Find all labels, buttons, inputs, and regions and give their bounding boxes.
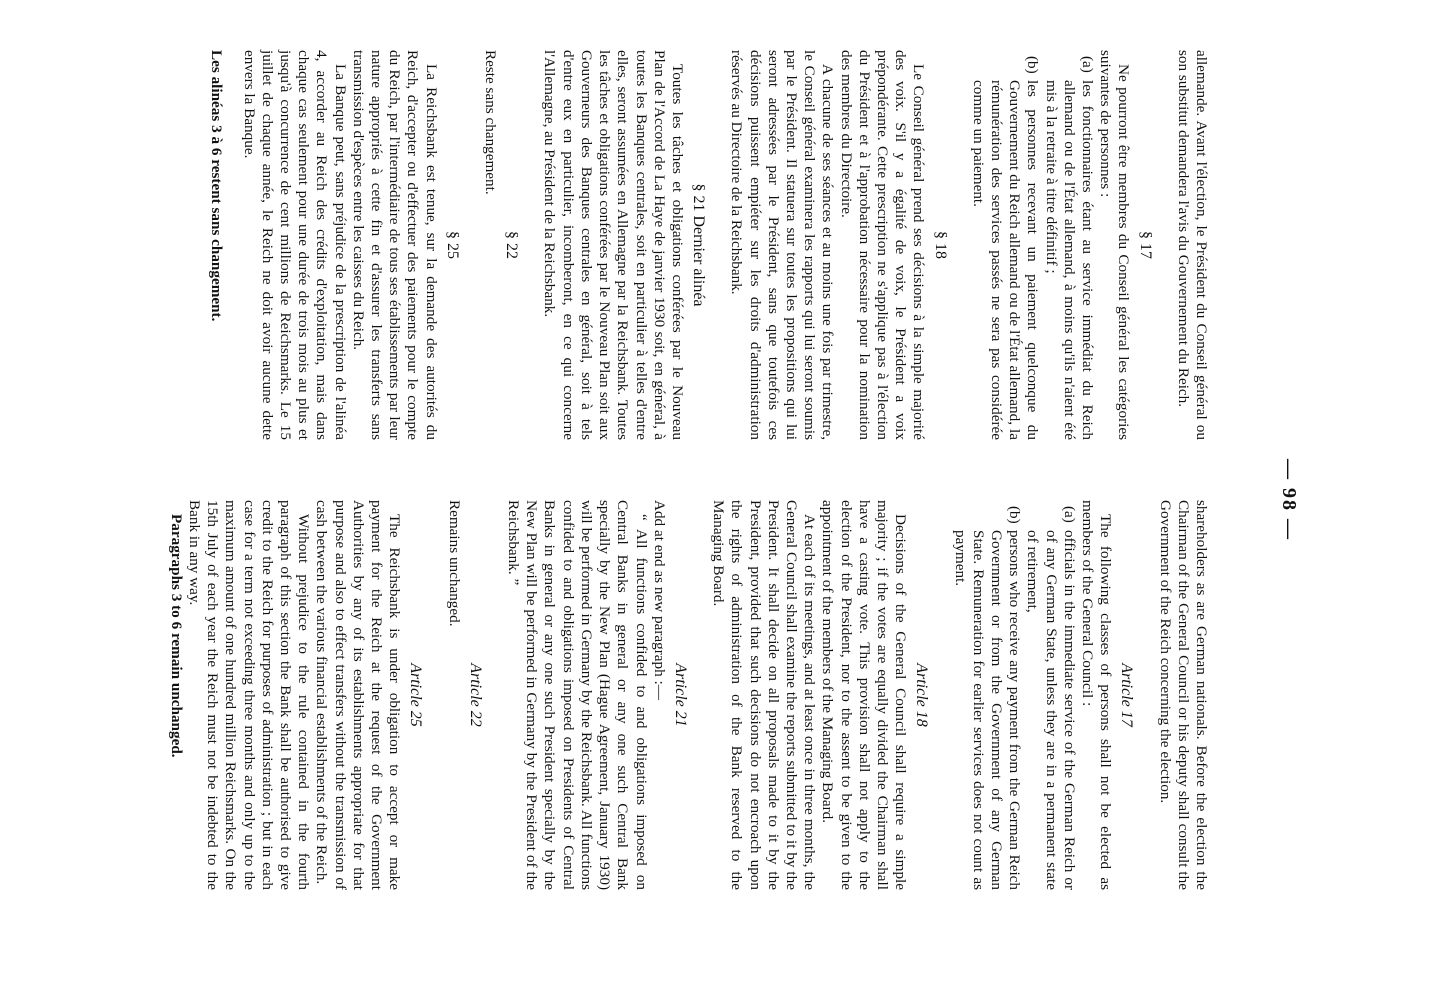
article-21-text-1: Add at end as new paragraph :— — [650, 500, 668, 700]
article-18-text-2: At each of its meetings, and at least once in three months, the General Council shall examine the reports submitted to it by the President. It shall decide on all proposals made to it by the President, provided that such decisions do not encroach upon the rights of administration of the Bank reserved to the Managing Board. — [710, 500, 819, 890]
section-21-heading: § 21 Dernier alinéa — [690, 183, 708, 307]
list-item: (a) officials in the immediate service of the German Reich or of any German State, unless they are in a permanent state of retirement, — [1024, 506, 1078, 890]
english-column — [167, 500, 1210, 890]
section-21-text: Toutes les tâches et obligations conférées par le Nouveau Plan de l'Accord de La Haye de janvier 1930 soit, en général, à toutes les Banques centrales, soit en particulier à telles d'entre elles, seront assumées en Allemagne par la Reichsbank. Toutes les tâches et obligations conférées par le Nouveau Plan soit aux Gouverneurs des Banques centrales en général, soit à tels d'entre eux en particulier, incomberont, en ce qui concerne l'Allemagne, au Président de la Reichsbank. — [541, 50, 686, 440]
section-17-list — [969, 50, 1096, 440]
section-25-text-2: La Banque peut, sans préjudice de la prescription de l'alinéa 4, accorder au Reich des crédits d'exploitation, mais dans chaque cas seulement pour une durée de trois mois au plus et jusqu'à concurrence de cent millions de Reichsmarks. Le 15 juillet de chaque année, le Reich ne doit avoir aucune dette envers la Banque. — [240, 50, 349, 440]
list-item: (b) les personnes recevant un paiement quelconque du Gouvernement du Reich allemand ou de l'État allemand, la rémunération des services passés ne sera pas considérée comme un paiement. — [969, 56, 1042, 440]
section-22-text: Reste sans changement. — [482, 50, 500, 195]
section-25-heading: § 25 — [443, 231, 461, 259]
section-18-heading: § 18 — [931, 231, 949, 259]
list-item: (a) les fonctionnaires étant au service immédiat du Reich allemand ou de l'État allemand, à moins qu'ils n'aient été mis à la retraite à titre définitif ; — [1042, 56, 1096, 440]
article-25-heading: Article 25 — [407, 663, 425, 727]
english-closing: Paragraphs 3 to 6 remain unchanged. — [167, 514, 185, 758]
article-25-text-1: The Reichsbank is under obligation to accept or make payment for the Reich at the request of the Government Authorities by any of its establishments appropriate for that purpose and also to effect transfers without the transmission of cash between the various financial establishments of the Reich. — [313, 500, 404, 890]
article-18-text-1: Decisions of the General Council shall require a simple majority ; if the votes are equally divided the Chairman shall have a casting vote. This provision shall not apply to the election of the President, nor to the assent to be given to the appointment of the members of the Managing Board. — [819, 500, 910, 890]
article-21-text-2: “ All functions confided to and obligations imposed on Central Banks in general or any one such Central Bank specially by the New Plan (Hague Agreement, January 1930) will be performed in Germany by the Reichsbank. All functions confided to and obligations imposed on Presidents of Central Banks in general or any one such President specially by the New Plan will be performed in Germany by the President of the Reichsbank. ” — [505, 500, 650, 890]
article-18-heading: Article 18 — [913, 663, 931, 727]
english-intro: shareholders as are German nationals. Before the election the Chairman of the General Council or his deputy shall consult the Government of the Reich concerning the election. — [1156, 500, 1210, 890]
section-22-heading: § 22 — [503, 231, 521, 259]
section-17-heading: § 17 — [1136, 231, 1154, 259]
page-number: — 98 — — [1278, 459, 1300, 541]
section-25-text-1: La Reichsbank est tenue, sur la demande des autorités du Reich, d'accepter ou d'effectuer des paiements pour le compte du Reich, par l'intermédiaire de tous ses établissements par leur nature appropriés à cette fin et d'assurer les transferts sans transmission d'espèces entre les caisses du Reich. — [349, 50, 440, 440]
french-intro: allemande. Avant l'élection, le Président du Conseil général ou son substitut demandera l'avis du Gouvernement du Reich. — [1174, 50, 1210, 440]
article-17-list — [950, 500, 1077, 890]
article-17-text: The following classes of persons shall not be elected as members of the General Council : — [1078, 500, 1115, 890]
french-closing: Les alinéas 3 à 6 restent sans changement. — [208, 50, 226, 322]
section-17-text: Ne pourront être membres du Conseil général les catégories suivantes de personnes : — [1097, 50, 1133, 440]
section-18-text-1: Le Conseil général prend ses décisions à la simple majorité des voix. S'il y a égalité de voix, le Président a voix prépondérante. Cette prescription ne s'applique pas à l'élection du Président et à l'approbation nécessaire pour la nomination des membres du Directoire. — [837, 50, 928, 440]
list-item: (b) persons who receive any payment from the German Reich Government or from the Government of any German State. Remuneration for earlier services does not count as payment. — [951, 506, 1024, 890]
section-18-text-2: A chacune de ses séances et au moins une fois par trimestre, le Conseil général examinera les rapports qui lui seront soumis par le Président. Il statuera sur toutes les propositions qui lui seront adressées par le Président, sans que toutefois ces décisions puissent empiéter sur les droits d'administration réservés au Directoire de la Reichsbank. — [728, 50, 837, 440]
article-21-heading: Article 21 — [671, 663, 689, 727]
french-column — [207, 50, 1210, 440]
article-17-heading: Article 17 — [1118, 663, 1136, 727]
article-25-text-2: Without prejudice to the rule contained in the fourth paragraph of this section the Bank shall be authorised to give credit to the Reich for purposes of administration ; but in each case for a term not exceeding three months and only up to the maximum amount of one hundred million Reichsmarks. On the 15th July of each year the Reich must not be indebted to the Bank in any way. — [186, 500, 313, 890]
article-22-text: Remains unchanged. — [445, 500, 463, 627]
article-22-heading: Article 22 — [466, 663, 484, 727]
